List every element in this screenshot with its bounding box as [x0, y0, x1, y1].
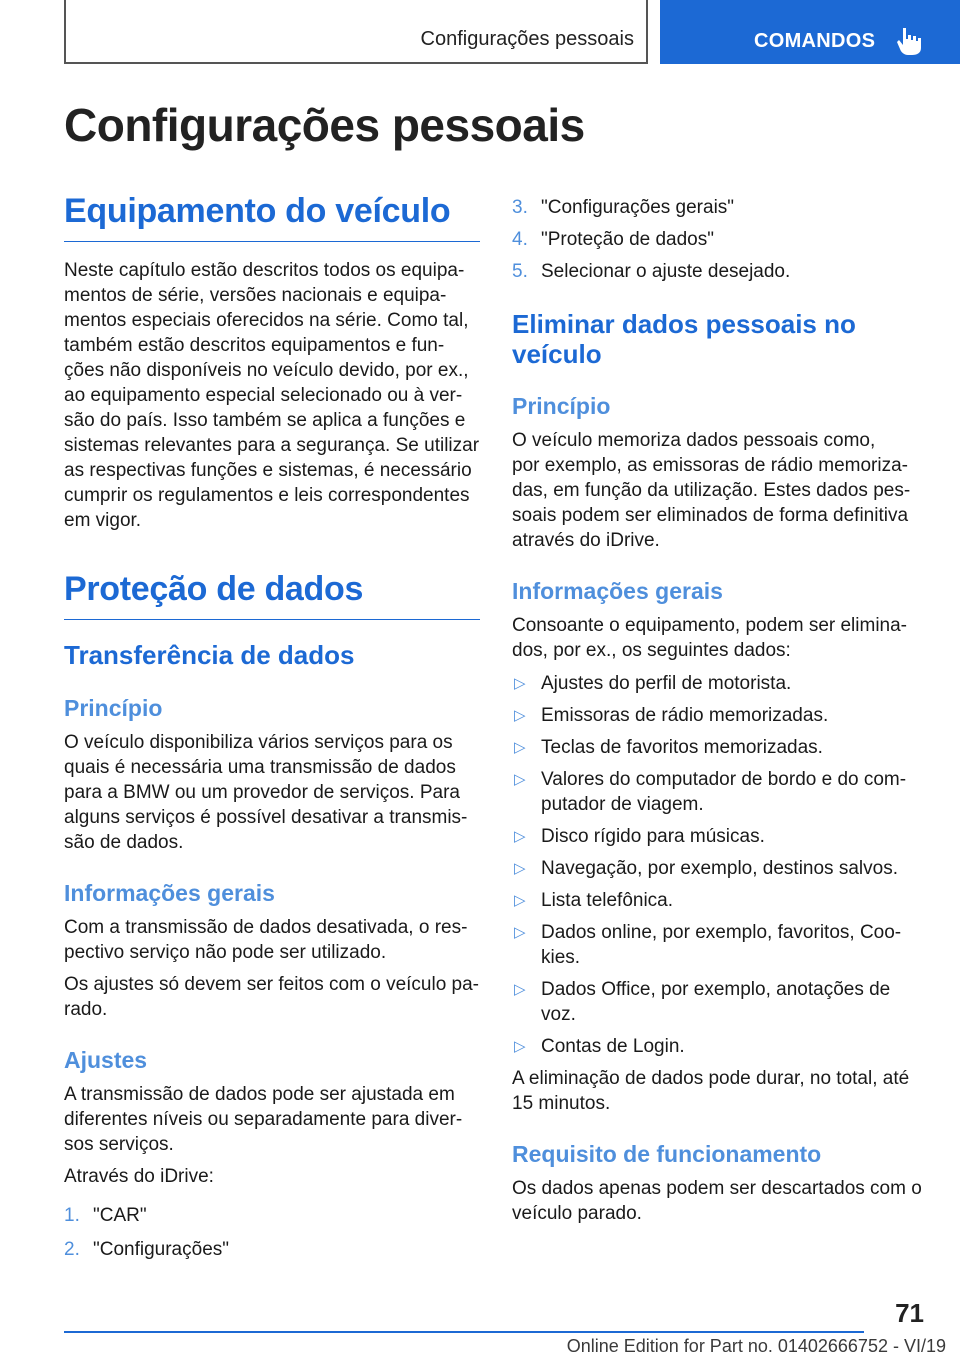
step-text: Selecionar o ajuste desejado. — [541, 261, 791, 282]
bullet-text: Emissoras de rádio memorizadas. — [541, 705, 829, 726]
heading-equipamento: Equipamento do veículo — [64, 192, 480, 242]
heading-eliminar — [512, 309, 856, 369]
text-line: mentos de série, versões nacionais e equipa- — [64, 285, 447, 306]
triangle-bullet-icon: ▷ — [514, 981, 526, 998]
step-text: "CAR" — [93, 1205, 147, 1226]
triangle-bullet-icon: ▷ — [514, 707, 526, 724]
idrive-intro: Através do iDrive: — [64, 1166, 214, 1187]
text-line: quais é necessária uma transmissão de dados — [64, 757, 456, 778]
heading-protecao: Proteção de dados — [64, 570, 480, 620]
bullet-text: Lista telefônica. — [541, 890, 674, 911]
text-line: soais podem ser eliminados de forma definitiva — [512, 505, 909, 526]
text-line: por exemplo, as emissoras de rádio memoriza- — [512, 455, 908, 476]
list-item — [512, 735, 932, 760]
step-number: 1. — [64, 1205, 80, 1226]
list-item — [512, 227, 932, 252]
text-line: Com a transmissão de dados desativada, o res- — [64, 917, 468, 938]
bullet-text: Dados online, por exemplo, favoritos, Coo- — [541, 922, 902, 943]
list-item — [512, 195, 932, 220]
text-line: A transmissão de dados pode ser ajustada em — [64, 1084, 455, 1105]
list-item — [512, 767, 932, 817]
step-text: "Configurações" — [93, 1239, 230, 1260]
text-line: alguns serviços é possível desativar a transmis- — [64, 807, 468, 828]
text-line: A eliminação de dados pode durar, no total, até — [512, 1068, 910, 1089]
heading-principio-right: Princípio — [512, 393, 611, 419]
text-line: para a BMW ou um provedor de serviços. Para — [64, 782, 461, 803]
footer-divider — [64, 1331, 864, 1333]
heading-transferencia: Transferência de dados — [64, 640, 355, 670]
footer — [0, 1336, 960, 1357]
bullet-text: Teclas de favoritos memorizadas. — [541, 737, 823, 758]
text-line: pectivo serviço não pode ser utilizado. — [64, 942, 387, 963]
text-line: Os dados apenas podem ser descartados com o — [512, 1178, 922, 1199]
heading-ajustes: Ajustes — [64, 1047, 148, 1073]
triangle-bullet-icon: ▷ — [514, 828, 526, 845]
text-line: as respectivas funções e sistemas, é necessário — [64, 460, 472, 481]
heading-info-right: Informações gerais — [512, 578, 723, 604]
text-line: O veículo disponibiliza vários serviços para os — [64, 732, 453, 753]
heading-info-left: Informações gerais — [64, 880, 275, 906]
step-number: 2. — [64, 1239, 80, 1260]
text-line: também estão descritos equipamentos e fun- — [64, 335, 445, 356]
text-line: dos, por ex., os seguintes dados: — [512, 640, 791, 661]
header-section-title: Configurações pessoais — [420, 28, 634, 50]
list-item — [512, 703, 932, 728]
requisito-paragraph — [512, 1176, 932, 1226]
list-item — [512, 856, 932, 881]
principio-left-paragraph — [64, 730, 484, 855]
list-item — [512, 1034, 932, 1059]
text-line: mentos especiais oferecidos na série. Como tal, — [64, 310, 469, 331]
bullet-text: Dados Office, por exemplo, anotações de — [541, 979, 891, 1000]
heading-line: Eliminar dados pessoais no — [512, 309, 856, 339]
header-chapter-label: COMANDOS — [754, 30, 876, 52]
bullet-text: kies. — [541, 947, 581, 968]
text-line: diferentes níveis ou separadamente para diver- — [64, 1109, 463, 1130]
text-line: cumprir os regulamentos e leis correspondentes — [64, 485, 470, 506]
heading-requisito: Requisito de funcionamento — [512, 1141, 822, 1167]
page-title: Configurações pessoais — [64, 99, 585, 151]
list-item — [64, 1203, 484, 1228]
heading-principio-left: Princípio — [64, 695, 163, 721]
ajustes-paragraph — [64, 1082, 484, 1157]
step-number: 3. — [512, 197, 528, 218]
header-section-box — [64, 0, 648, 64]
list-item — [512, 920, 932, 970]
step-text: "Proteção de dados" — [541, 229, 714, 250]
page-number: 71 — [895, 1298, 924, 1328]
text-line: ao equipamento especial selecionado ou à ver- — [64, 385, 463, 406]
bullet-text: Ajustes do perfil de motorista. — [541, 673, 792, 694]
text-line: das, em função da utilização. Estes dados pes- — [512, 480, 911, 501]
text-line: O veículo memoriza dados pessoais como, — [512, 430, 876, 451]
info-right-paragraph — [512, 613, 932, 663]
triangle-bullet-icon: ▷ — [514, 860, 526, 877]
bullet-list — [512, 671, 932, 1059]
triangle-bullet-icon: ▷ — [514, 771, 526, 788]
text-line: em vigor. — [64, 510, 142, 531]
text-line: Os ajustes só devem ser feitos com o veículo pa- — [64, 974, 480, 995]
text-line: 15 minutos. — [512, 1093, 611, 1114]
bullet-text: Disco rígido para músicas. — [541, 826, 765, 847]
step-text: "Configurações gerais" — [541, 197, 735, 218]
text-line: Neste capítulo estão descritos todos os equipa- — [64, 260, 465, 281]
triangle-bullet-icon: ▷ — [514, 675, 526, 692]
text-line: através do iDrive. — [512, 530, 660, 551]
bullet-text: Navegação, por exemplo, destinos salvos. — [541, 858, 898, 879]
pointing-hand-icon — [896, 26, 922, 56]
triangle-bullet-icon: ▷ — [514, 892, 526, 909]
text-line: veículo parado. — [512, 1203, 642, 1224]
eliminacao-paragraph — [512, 1066, 932, 1116]
info-left-paragraph-1 — [64, 915, 484, 965]
triangle-bullet-icon: ▷ — [514, 924, 526, 941]
footer-edition-text: Online Edition for Part no. 01402666752 - VI/19 — [566, 1336, 946, 1356]
list-item — [512, 671, 932, 696]
text-line: ções não disponíveis no veículo devido, por ex., — [64, 360, 469, 381]
heading-line: veículo — [512, 339, 602, 369]
bullet-text: voz. — [541, 1004, 576, 1025]
text-line: são do país. Isso também se aplica a funções e — [64, 410, 466, 431]
steps-list-left — [64, 1203, 484, 1262]
principio-right-paragraph — [512, 428, 932, 553]
text-line: Consoante o equipamento, podem ser elimina- — [512, 615, 908, 636]
list-item — [512, 977, 932, 1027]
triangle-bullet-icon: ▷ — [514, 739, 526, 756]
bullet-text: Valores do computador de bordo e do com- — [541, 769, 907, 790]
list-item — [512, 888, 932, 913]
triangle-bullet-icon: ▷ — [514, 1038, 526, 1055]
text-line: rado. — [64, 999, 108, 1020]
text-line: são de dados. — [64, 832, 184, 853]
equipamento-paragraph — [64, 258, 484, 533]
step-number: 4. — [512, 229, 528, 250]
text-line: sistemas relevantes para a segurança. Se utilizar — [64, 435, 480, 456]
info-left-paragraph-2 — [64, 972, 484, 1022]
list-item — [512, 824, 932, 849]
bullet-text: Contas de Login. — [541, 1036, 685, 1057]
steps-list-right — [512, 195, 932, 284]
step-number: 5. — [512, 261, 528, 282]
list-item — [64, 1237, 484, 1262]
list-item — [512, 259, 932, 284]
bullet-text: putador de viagem. — [541, 794, 704, 815]
text-line: sos serviços. — [64, 1134, 174, 1155]
